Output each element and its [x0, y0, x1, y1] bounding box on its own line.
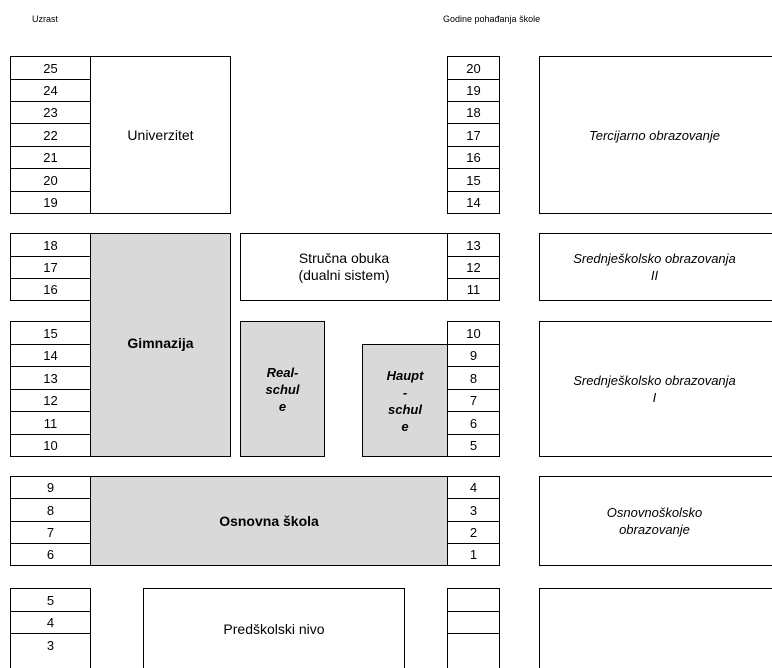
age-cell: 14	[11, 345, 90, 367]
year-cell: 7	[448, 390, 499, 412]
age-block-secondary-2	[10, 233, 91, 301]
age-cell: 15	[11, 322, 90, 345]
age-cell: 9	[11, 477, 90, 499]
year-cell: 19	[448, 80, 499, 102]
year-cell	[448, 612, 499, 634]
age-cell: 19	[43, 195, 58, 210]
age-cell: 10	[43, 438, 58, 453]
year-cell	[448, 589, 499, 612]
year-cell: 15	[448, 169, 499, 192]
year-cell	[448, 634, 499, 657]
years-header: Godine pohađanja škole	[443, 14, 541, 24]
age-header: Uzrast	[32, 14, 59, 24]
srednje-2-level: Srednješkolsko obrazovanja II	[539, 233, 772, 301]
age-cell: 17	[11, 257, 90, 279]
years-block-secondary-2	[447, 233, 500, 301]
age-cell: 5	[11, 589, 90, 612]
age-cell: 23	[11, 102, 90, 124]
year-cell: 4	[448, 477, 499, 499]
age-cell: 11	[11, 412, 90, 435]
year-cell: 9	[448, 345, 499, 367]
univerzitet-box: Univerzitet	[90, 56, 231, 214]
age-cell: 22	[11, 124, 90, 147]
age-cell: 6	[46, 547, 55, 562]
osnovno-level: Osnovnoškolsko obrazovanje	[539, 476, 772, 566]
year-cell: 11	[466, 282, 481, 297]
age-block-preschool	[10, 588, 91, 668]
srednje-1-level: Srednješkolsko obrazovanja I	[539, 321, 772, 457]
age-cell: 13	[11, 367, 90, 390]
years-block-secondary-1	[447, 321, 500, 457]
age-cell: 21	[11, 147, 90, 169]
year-cell: 12	[448, 257, 499, 279]
year-cell: 17	[448, 124, 499, 147]
years-block-preschool	[447, 588, 500, 668]
age-cell: 4	[11, 612, 90, 634]
age-cell: 8	[11, 499, 90, 522]
gimnazija-box: Gimnazija	[90, 233, 231, 457]
age-cell: 24	[11, 80, 90, 102]
age-cell: 25	[11, 57, 90, 80]
year-cell: 3	[448, 499, 499, 522]
year-cell: 10	[448, 322, 499, 345]
age-block-tertiary	[10, 56, 91, 214]
year-cell: 16	[448, 147, 499, 169]
age-block-secondary-1	[10, 321, 91, 457]
age-block-primary	[10, 476, 91, 566]
year-cell: 6	[448, 412, 499, 435]
hauptschule-box: Haupt - schul e	[362, 344, 448, 457]
osnovna-skola-box: Osnovna škola	[90, 476, 448, 566]
year-cell: 20	[448, 57, 499, 80]
year-cell: 14	[466, 195, 481, 210]
age-cell: 18	[11, 234, 90, 257]
year-cell: 18	[448, 102, 499, 124]
strucna-obuka-box: Stručna obuka (dualni sistem)	[240, 233, 448, 301]
year-cell: 1	[469, 547, 478, 562]
years-block-tertiary	[447, 56, 500, 214]
age-cell: 20	[11, 169, 90, 192]
age-cell: 16	[43, 282, 58, 297]
tercijarno-level: Tercijarno obrazovanje	[539, 56, 772, 214]
year-cell: 8	[448, 367, 499, 390]
year-cell: 5	[469, 438, 478, 453]
age-cell: 3	[46, 638, 55, 653]
predskolsko-level	[539, 588, 772, 668]
years-block-primary	[447, 476, 500, 566]
age-cell: 7	[11, 522, 90, 544]
predskolski-box: Predškolski nivo	[143, 588, 405, 668]
year-cell: 2	[448, 522, 499, 544]
age-cell: 12	[11, 390, 90, 412]
year-cell: 13	[448, 234, 499, 257]
realschule-box: Real- schul e	[240, 321, 325, 457]
